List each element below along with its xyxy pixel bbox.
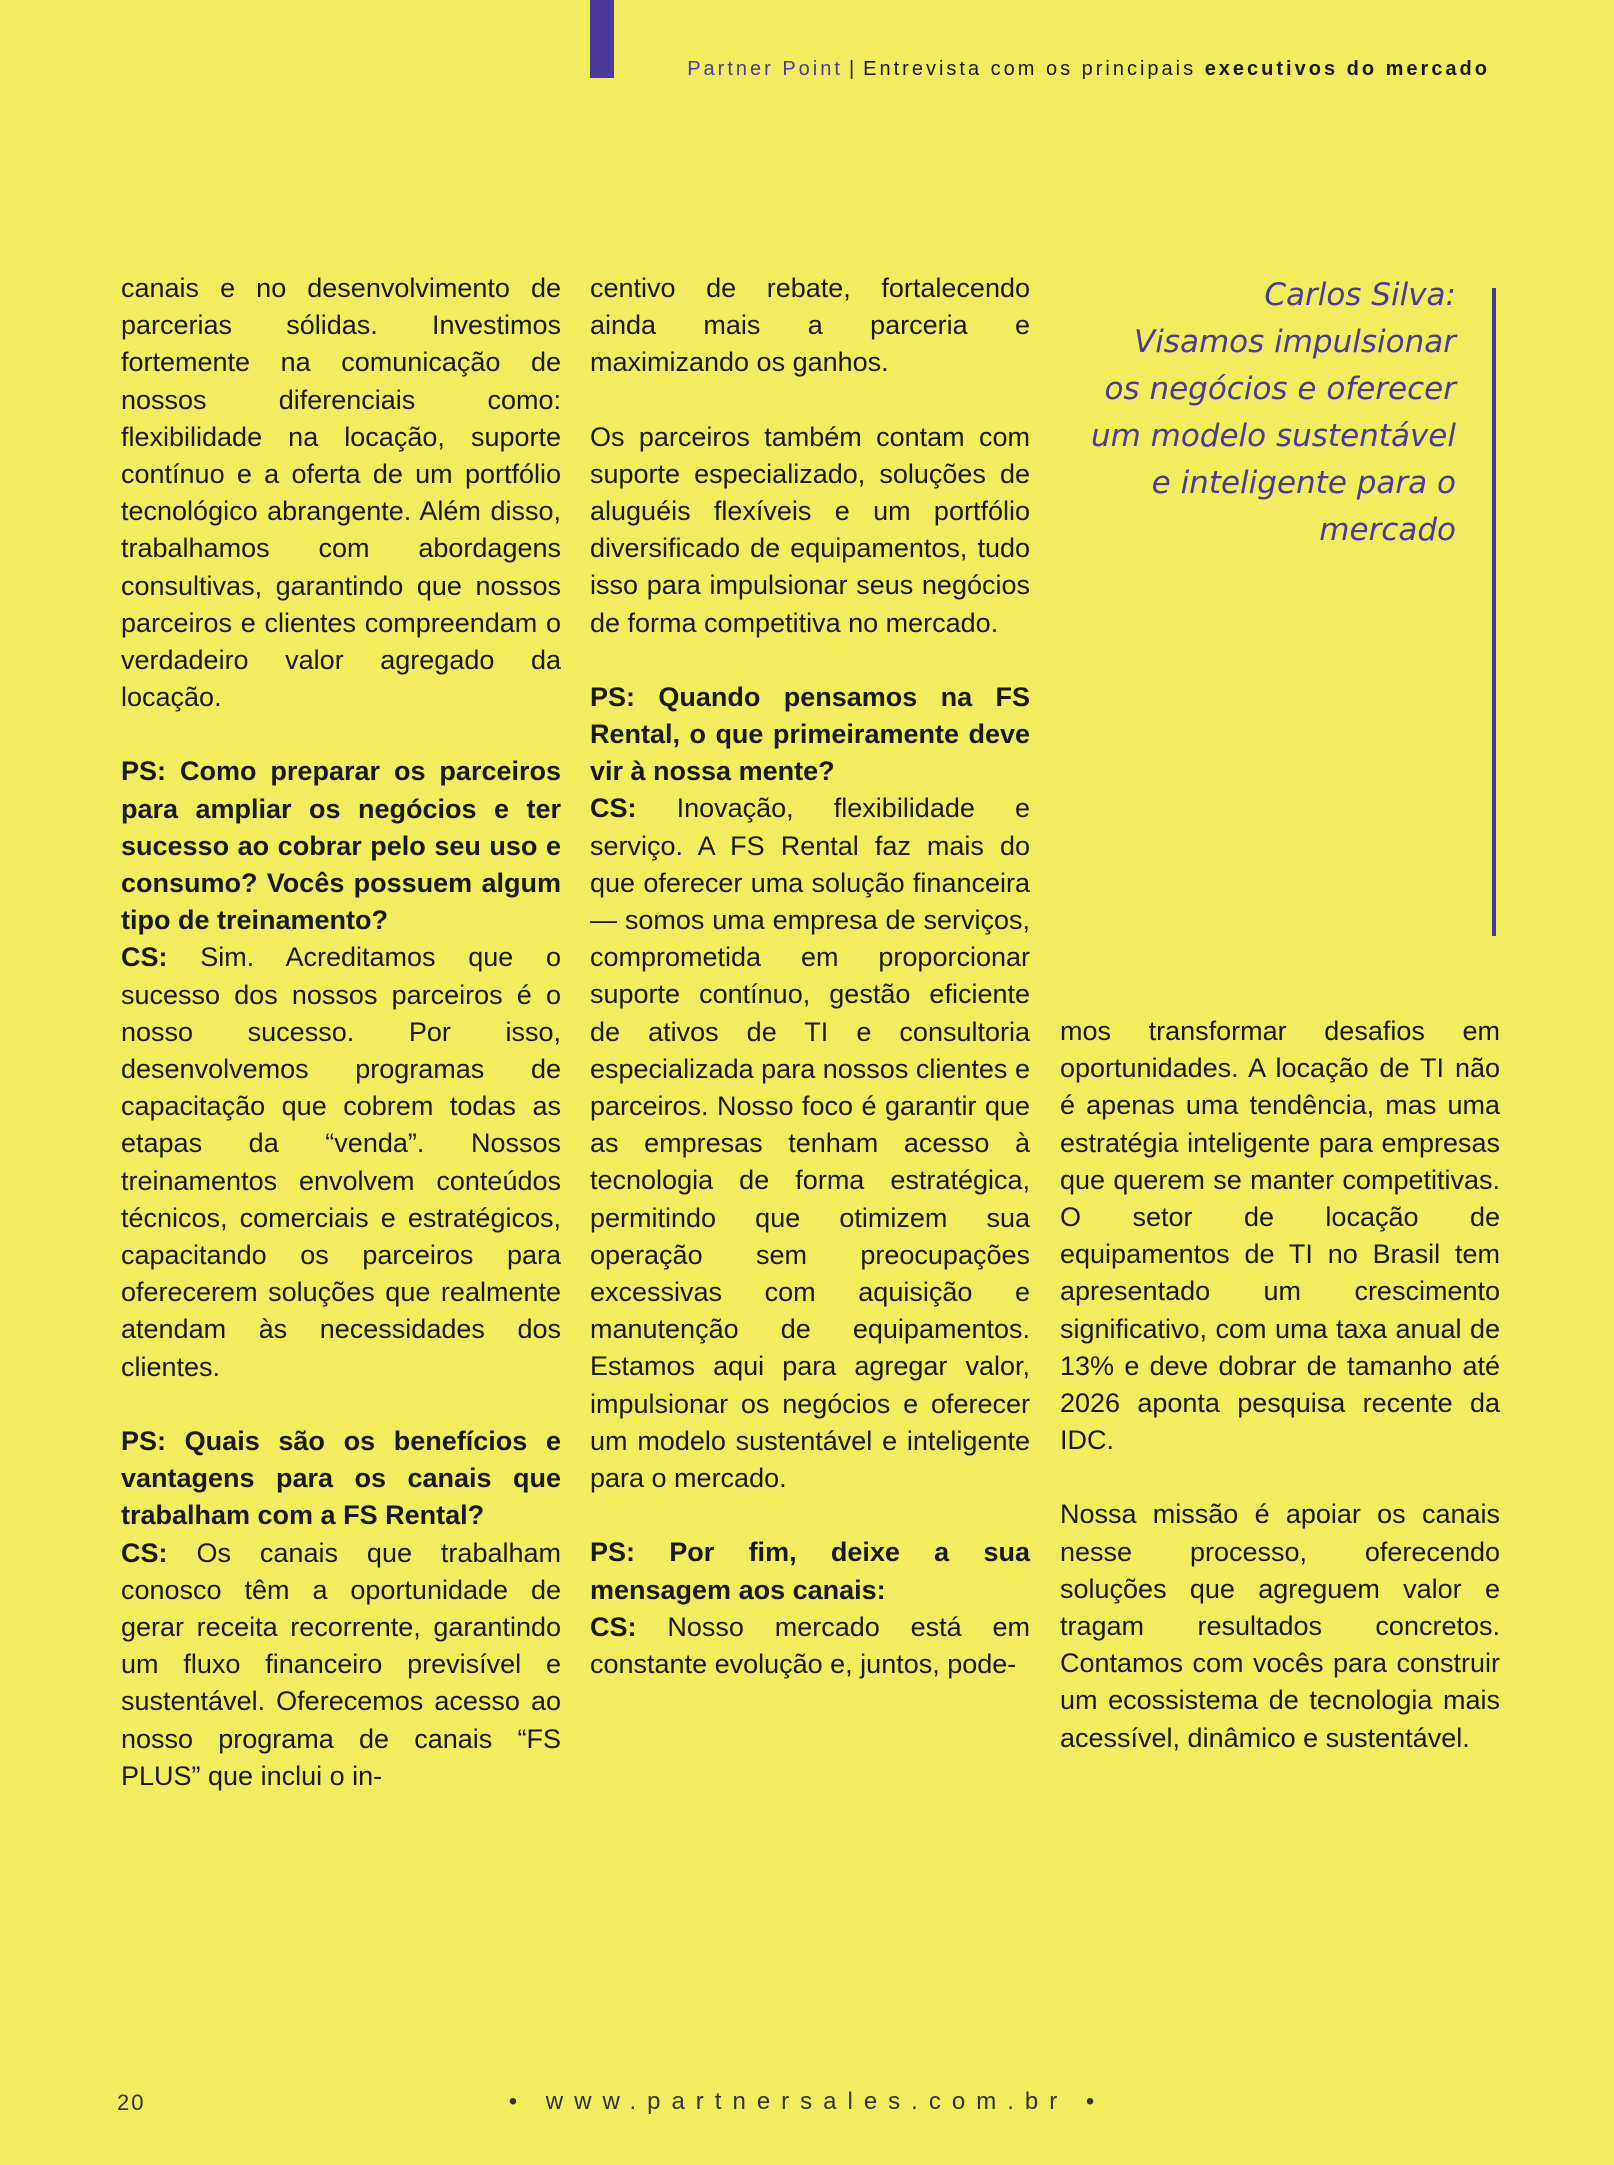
answer-text: Inovação, flexibilidade e serviço. A FS Rental faz mais do que oferecer uma solução financeira — somos uma empresa de serviços, comprometida em proporcionar suporte contínuo, gestão eficiente de ativos de TI e consultoria especializada para nossos clientes e parceiros. Nosso foco é garantir que as empresas tenham acesso à tecnologia de forma estratégica, permitindo que otimizem sua operação sem preocupações excessivas com aquisição e manutenção de equipamentos. Estamos aqui para agregar valor, impulsionar os negócios e oferecer um modelo sustentável e inteligente para o mercado.	[590, 793, 1030, 1494]
paragraph: Nossa missão é apoiar os canais nesse processo, oferecendo soluções que agreguem valor e tragam resultados concretos. Contamos com vocês para construir um ecossistema de tecnologia mais acessível, dinâmico e sustentável.	[1060, 1499, 1500, 1753]
answer-text: Os canais que trabalham conosco têm a oportunidade de gerar receita recorrente, garantindo um fluxo financeiro previsível e sustentável. Oferecemos acesso ao nosso programa de canais “FS PLUS” que inclui o in-	[121, 1537, 561, 1791]
answer-text: Nosso mercado está em constante evolução e, juntos, pode-	[590, 1611, 1030, 1679]
pull-quote-speaker: Carlos Silva:	[1264, 277, 1456, 313]
answer-lead: CS:	[121, 942, 168, 973]
header-subtitle: Entrevista com os principais	[863, 58, 1205, 80]
header-separator: |	[848, 58, 858, 80]
interview-question: PS: Como preparar os parceiros para ampliar os negócios e ter sucesso ao cobrar pelo seu uso e consumo? Vocês possuem algum tipo de treinamento?	[121, 756, 561, 936]
pull-quote-rule	[1492, 288, 1496, 936]
paragraph: centivo de rebate, fortalecendo ainda mais a parceria e maximizando os ganhos.	[590, 273, 1030, 378]
pull-quote	[1090, 272, 1456, 554]
interview-answer	[121, 939, 561, 1385]
interview-answer	[121, 1535, 561, 1795]
page-number: 20	[117, 2090, 146, 2115]
header-accent-bar	[590, 0, 614, 78]
answer-lead: CS:	[590, 793, 637, 824]
paragraph: mos transformar desafios em oportunidades. A locação de TI não é apenas uma tendência, mas uma estratégia inteligente para empresas que querem se manter competitivas. O setor de locação de equipamentos de TI no Brasil tem apresentado um crescimento significativo, com uma taxa anual de 13% e deve dobrar de tamanho até 2026 aponta pesquisa recente da IDC.	[1060, 1016, 1500, 1456]
footer-url: • www.partnersales.com.br •	[508, 2088, 1106, 2115]
text-column-1	[121, 270, 561, 1795]
header-subtitle-bold: executivos do mercado	[1204, 58, 1490, 80]
answer-text: Sim. Acreditamos que o sucesso dos nossos parceiros é o nosso sucesso. Por isso, desenvolvemos programas de capacitação que cobrem todas as etapas da “venda”. Nossos treinamentos envolvem conteúdos técnicos, comerciais e estratégicos, capacitando os parceiros para oferecerem soluções que realmente atendam às necessidades dos clientes.	[121, 942, 561, 1382]
header-brand: Partner Point	[687, 58, 843, 80]
pull-quote-text: Visamos impulsionar os negócios e oferecer um modelo sustentável e inteligente para o mercado	[1090, 324, 1456, 548]
paragraph: Os parceiros também contam com suporte especializado, soluções de aluguéis flexíveis e um portfólio diversificado de equipamentos, tudo isso para impulsionar seus negócios de forma competitiva no mercado.	[590, 421, 1030, 638]
text-column-3	[1060, 1013, 1500, 1757]
interview-question: PS: Quando pensamos na FS Rental, o que primeiramente deve vir à nossa mente?	[590, 681, 1030, 787]
interview-answer	[590, 790, 1030, 1497]
interview-question: PS: Por fim, deixe a sua mensagem aos canais:	[590, 1537, 1030, 1605]
answer-lead: CS:	[590, 1611, 637, 1642]
text-column-2	[590, 270, 1030, 1683]
running-header	[687, 58, 1490, 81]
interview-answer	[590, 1609, 1030, 1683]
interview-question: PS: Quais são os benefícios e vantagens para os canais que trabalham com a FS Rental?	[121, 1425, 561, 1531]
paragraph: canais e no desenvolvimento de parcerias sólidas. Investimos fortemente na comunicação de nossos diferenciais como: flexibilidade na locação, suporte contínuo e a oferta de um portfólio tecnológico abrangente. Além disso, trabalhamos com abordagens consultivas, garantindo que nossos parceiros e clientes compreendam o verdadeiro valor agregado da locação.	[121, 273, 561, 713]
answer-lead: CS:	[121, 1537, 168, 1568]
